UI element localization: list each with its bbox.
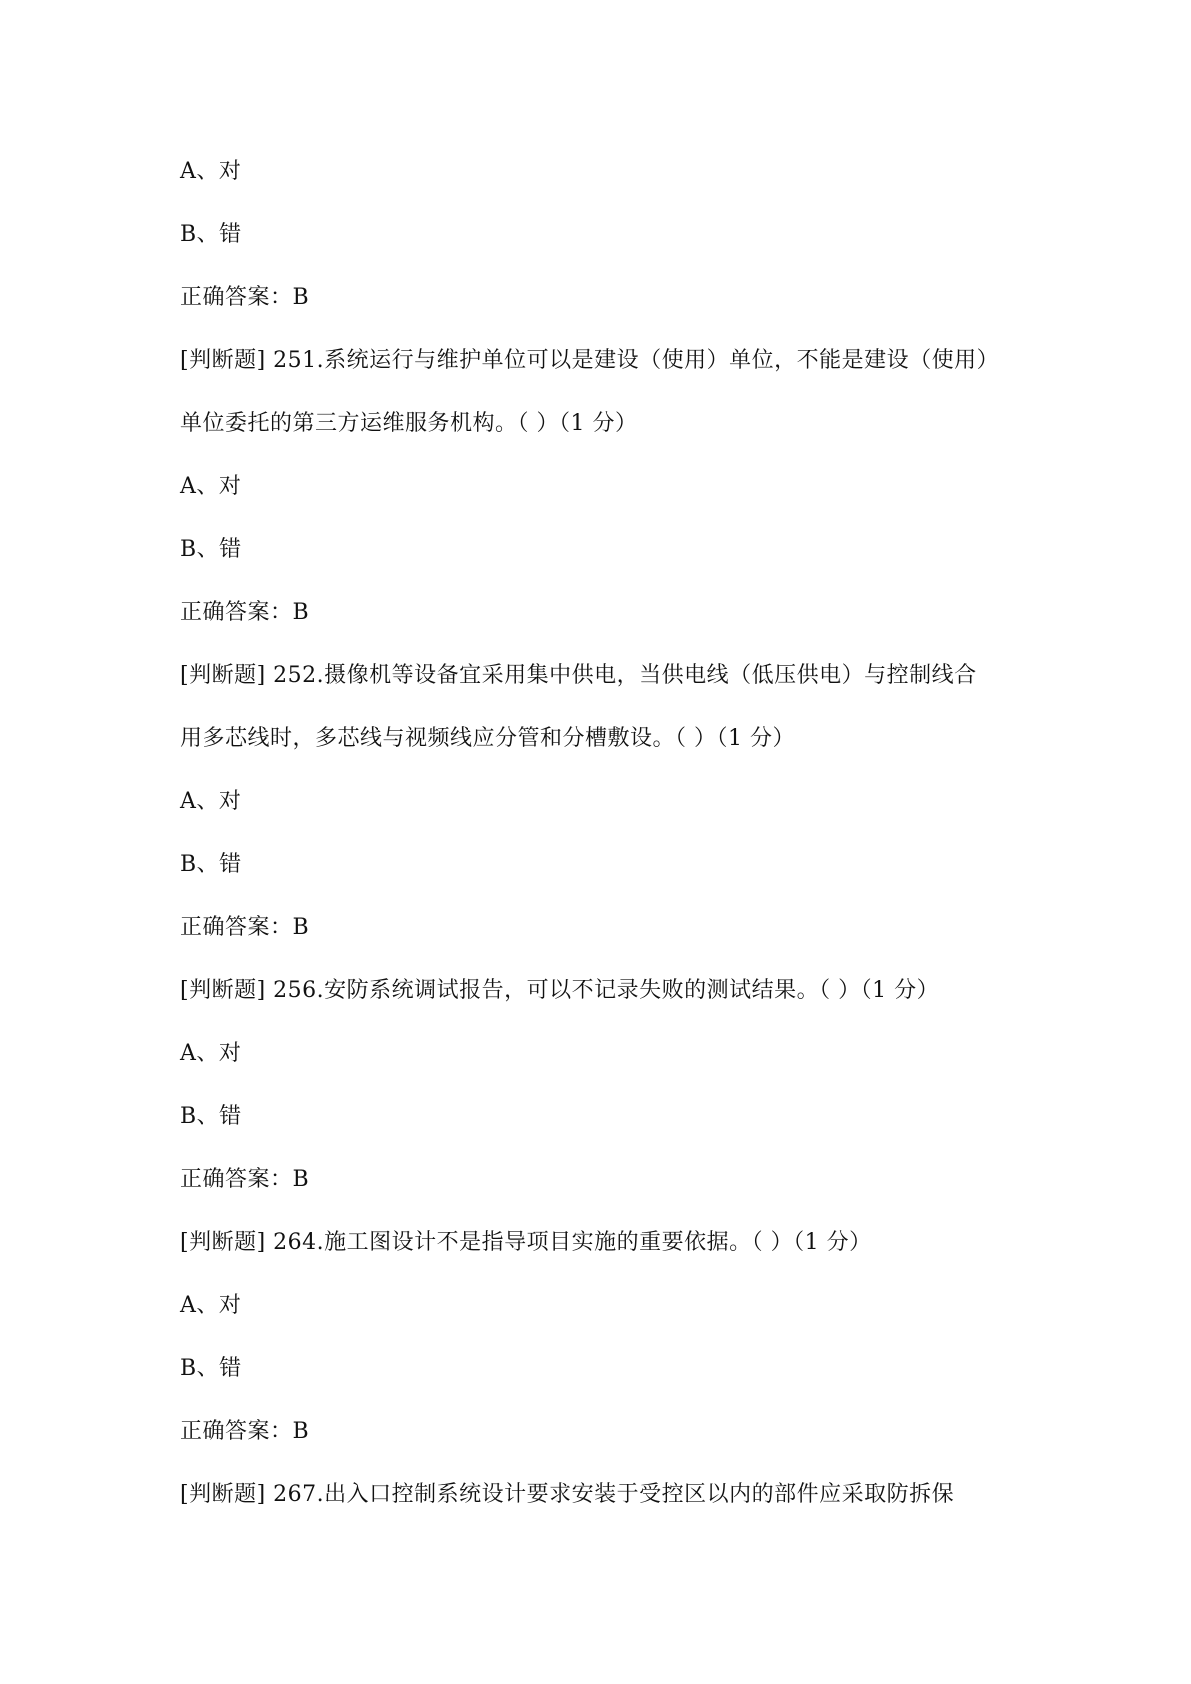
document-body: [180, 140, 1040, 1526]
option-b: B、错: [180, 222, 242, 247]
correct-answer: 正确答案：B: [180, 1419, 310, 1444]
question-264: [判断题] 264.施工图设计不是指导项目实施的重要依据。（ ）（1 分）: [180, 1230, 872, 1255]
question-252-line-1: [判断题] 252.摄像机等设备宜采用集中供电，当供电线（低压供电）与控制线合: [180, 663, 977, 688]
question-267-line-1: [判断题] 267.出入口控制系统设计要求安装于受控区以内的部件应采取防拆保: [180, 1482, 955, 1507]
option-b: B、错: [180, 852, 242, 877]
option-a: A、对: [180, 1293, 242, 1318]
question-251-line-1: [判断题] 251.系统运行与维护单位可以是建设（使用）单位，不能是建设（使用）: [180, 348, 1000, 373]
option-a: A、对: [180, 1041, 242, 1066]
option-b: B、错: [180, 537, 242, 562]
correct-answer: 正确答案：B: [180, 285, 310, 310]
option-a: A、对: [180, 789, 242, 814]
correct-answer: 正确答案：B: [180, 915, 310, 940]
question-252-line-2: 用多芯线时，多芯线与视频线应分管和分槽敷设。（ ）（1 分）: [180, 726, 795, 751]
option-b: B、错: [180, 1104, 242, 1129]
option-b: B、错: [180, 1356, 242, 1381]
question-256: [判断题] 256.安防系统调试报告，可以不记录失败的测试结果。（ ）（1 分）: [180, 978, 940, 1003]
correct-answer: 正确答案：B: [180, 1167, 310, 1192]
question-251-line-2: 单位委托的第三方运维服务机构。（ ）（1 分）: [180, 411, 638, 436]
option-a: A、对: [180, 159, 242, 184]
option-a: A、对: [180, 474, 242, 499]
correct-answer: 正确答案：B: [180, 600, 310, 625]
